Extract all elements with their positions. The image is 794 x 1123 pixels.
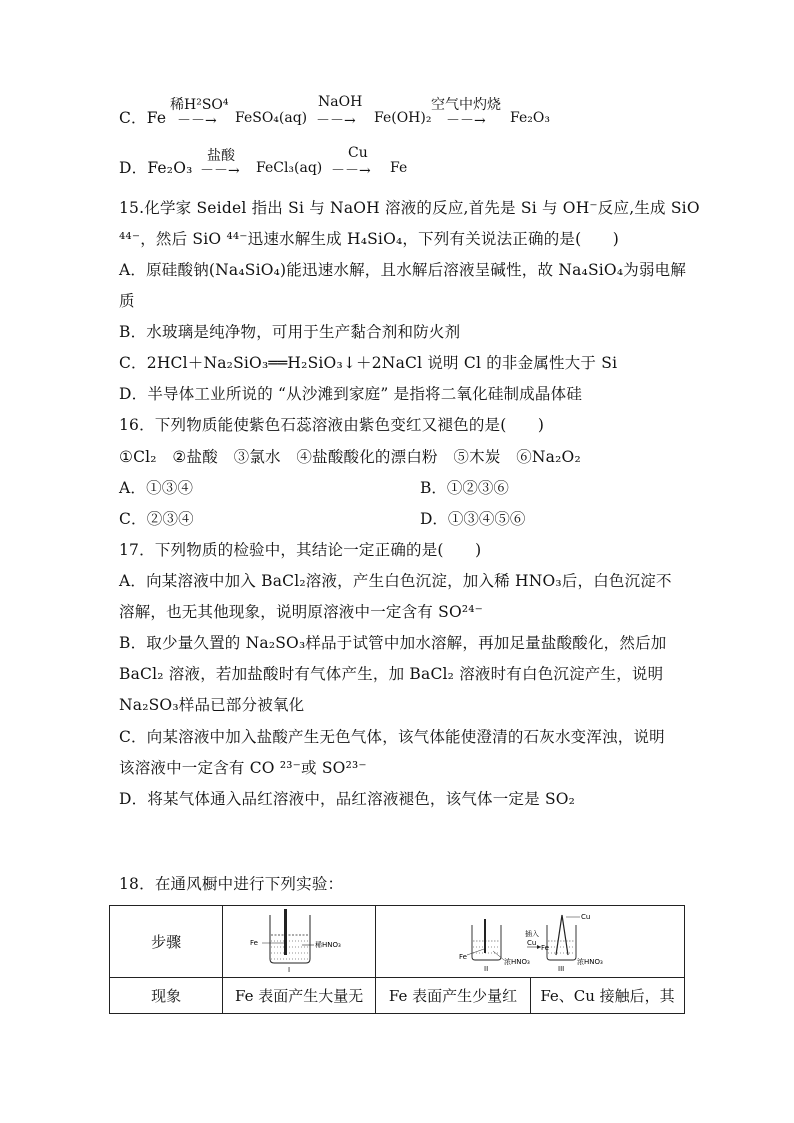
option-c-label: C．Fe — [119, 109, 167, 127]
q15-option-b: B．水玻璃是纯净物，可用于生产黏合剂和防火剂 — [119, 323, 461, 341]
figure-number: III — [558, 964, 565, 973]
beaker-2 — [459, 919, 530, 973]
reagent-air-heat: 空气中灼烧 — [431, 97, 501, 113]
q17-option-c-line1: C．向某溶液中加入盐酸产生无色气体，该气体能使澄清的石灰水变浑浊，说明 — [119, 728, 665, 746]
product-feoh2: Fe(OH)₂ — [374, 110, 432, 126]
option-d-label: D．Fe₂O₃ — [119, 159, 193, 177]
product-feso4: FeSO₄(aq) — [235, 110, 308, 126]
beaker-3 — [525, 913, 603, 973]
product-fe: Fe — [390, 160, 408, 176]
reagent-dilute-h2so4: 稀H²SO⁴ — [170, 97, 229, 113]
q17-option-b-line1: B．取少量久置的 Na₂SO₃样品于试管中加水溶解，再加足量盐酸酸化，然后加 — [119, 634, 667, 652]
reagent-cu: Cu — [348, 145, 368, 161]
q16-option-b: B．①②③⑥ — [420, 479, 509, 497]
step-figures-2-3 — [376, 906, 685, 978]
q18-stem: 18．在通风橱中进行下列实验： — [119, 875, 344, 893]
observation-1: Fe 表面产生大量无 — [223, 978, 376, 1014]
q15-stem-line2: ⁴⁴⁻，然后 SiO ⁴⁴⁻迅速水解生成 H₄SiO₄，下列有关说法正确的是( ) — [119, 230, 620, 248]
q17-option-b-line2: BaCl₂ 溶液，若加盐酸时有气体产生，加 BaCl₂ 溶液时有白色沉淀产生，说明 — [119, 665, 664, 683]
product-fecl3: FeCl₃(aq) — [256, 160, 323, 176]
q17-option-a-line2: 溶解，也无其他现象，说明原溶液中一定含有 SO²⁴⁻ — [119, 603, 484, 621]
row-label-steps: 步骤 — [110, 906, 223, 978]
acid-label: 稀HNO₃ — [315, 940, 341, 949]
figure-number: II — [484, 964, 489, 973]
table-row-observations — [110, 978, 685, 1014]
arrow: －－→ — [316, 113, 356, 129]
q17-option-c-line2: 该溶液中一定含有 CO ²³⁻或 SO²³⁻ — [119, 759, 367, 777]
q17-option-d: D．将某气体通入品红溶液中，品红溶液褪色，该气体一定是 SO₂ — [119, 790, 576, 808]
q15-stem-line1: 15.化学家 Seidel 指出 Si 与 NaOH 溶液的反应,首先是 Si 与 OH⁻反应,生成 SiO — [119, 199, 700, 217]
q17-stem: 17．下列物质的检验中，其结论一定正确的是( ) — [119, 541, 482, 559]
product-fe2o3: Fe₂O₃ — [510, 110, 550, 126]
beakers-conc-hno3-diagram — [380, 907, 680, 973]
arrow: －－→ — [177, 113, 217, 129]
q17-option-a-line1: A．向某溶液中加入 BaCl₂溶液，产生白色沉淀，加入稀 HNO₃后，白色沉淀不 — [119, 572, 672, 590]
fe-label: Fe — [541, 943, 549, 952]
q15-option-a-line1: A．原硅酸钠(Na₄SiO₄)能迅速水解，且水解后溶液呈碱性，故 Na₄SiO₄为弱电解 — [119, 261, 687, 279]
fe-label: Fe — [459, 952, 467, 961]
q17-option-b-line3: Na₂SO₃样品已部分被氧化 — [119, 696, 305, 714]
experiment-table — [109, 905, 685, 1014]
q15-option-c: C．2HCl＋Na₂SiO₃══H₂SiO₃↓＋2NaCl 说明 Cl 的非金属性大于 Si — [119, 354, 618, 372]
cu-label: Cu — [581, 912, 591, 921]
q16-option-d: D．①③④⑤⑥ — [420, 510, 526, 528]
beaker-dilute-hno3-diagram — [244, 907, 354, 973]
arrow: －－→ — [200, 163, 240, 179]
q15-option-a-line2: 质 — [119, 292, 135, 310]
table-row-steps — [110, 906, 685, 978]
observation-3: Fe、Cu 接触后，其 — [531, 978, 685, 1014]
arrow: －－→ — [446, 113, 486, 129]
arrow: －－→ — [331, 163, 371, 179]
row-label-observations: 现象 — [110, 978, 223, 1014]
acid-label: 浓HNO₃ — [577, 957, 603, 966]
q16-items: ①Cl₂ ②盐酸 ③氯水 ④盐酸酸化的漂白粉 ⑤木炭 ⑥Na₂O₂ — [119, 448, 581, 466]
observation-2: Fe 表面产生少量红 — [376, 978, 531, 1014]
fe-label: Fe — [250, 938, 259, 947]
reagent-naoh: NaOH — [318, 94, 363, 110]
insert-label: 插入 — [525, 929, 540, 938]
acid-label: 浓HNO₃ — [504, 957, 530, 966]
q15-option-d: D．半导体工业所说的 “从沙滩到家庭” 是指将二氧化硅制成晶体硅 — [119, 385, 583, 403]
cu-insert-label: Cu — [527, 938, 537, 947]
figure-number: I — [288, 965, 291, 973]
q16-option-c: C．②③④ — [119, 510, 194, 528]
reagent-hcl: 盐酸 — [207, 148, 235, 164]
q16-option-a: A．①③④ — [119, 479, 194, 497]
q16-stem: 16．下列物质能使紫色石蕊溶液由紫色变红又褪色的是( ) — [119, 416, 545, 434]
step-figure-1 — [223, 906, 376, 978]
